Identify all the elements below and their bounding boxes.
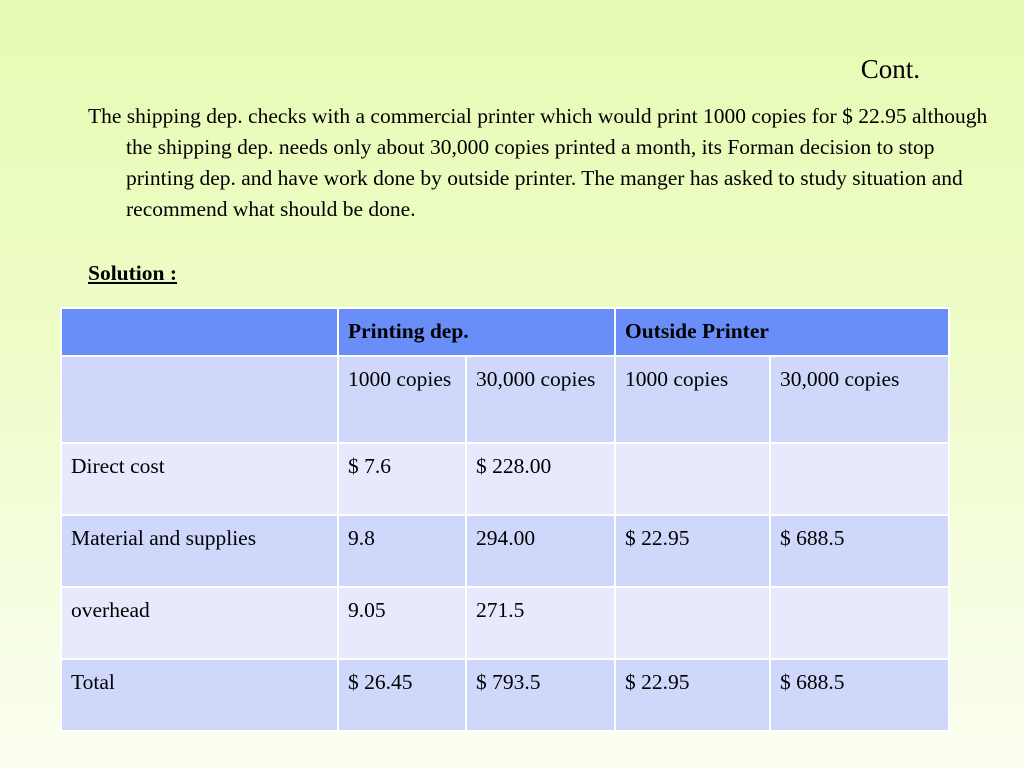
table-cell: 294.00: [466, 515, 615, 587]
subheader-printing-30000: 30,000 copies: [466, 356, 615, 443]
slide-title: Cont.: [860, 54, 920, 84]
table-cell: [770, 587, 949, 659]
table-cell: [615, 587, 770, 659]
subheader-printing-1000: 1000 copies: [338, 356, 466, 443]
row-label: Material and supplies: [61, 515, 338, 587]
row-label: Total: [61, 659, 338, 731]
subheader-blank-cell: [61, 356, 338, 443]
table-header-row: [61, 308, 949, 356]
table-subheader-row: [61, 356, 949, 443]
table-cell: 9.05: [338, 587, 466, 659]
table-row: [61, 659, 949, 731]
table-row: [61, 515, 949, 587]
table-row: [61, 443, 949, 515]
table-cell: $ 793.5: [466, 659, 615, 731]
table-row: [61, 587, 949, 659]
table-cell: $ 688.5: [770, 515, 949, 587]
row-label: Direct cost: [61, 443, 338, 515]
table-cell: $ 7.6: [338, 443, 466, 515]
table-cell: $ 688.5: [770, 659, 949, 731]
solution-label: Solution :: [88, 261, 178, 285]
header-blank-cell: [61, 308, 338, 356]
table-cell: 271.5: [466, 587, 615, 659]
problem-paragraph: The shipping dep. checks with a commercial printer which would print 1000 copies for $ 22.95 although the shipping dep. needs only about 30,000 copies printed a month, its Forman decision to stop printing dep. and have work done by outside printer. The manger has asked to study situation and recommend what should be done.: [88, 104, 988, 221]
header-outside-printer: Outside Printer: [615, 308, 949, 356]
subheader-outside-1000: 1000 copies: [615, 356, 770, 443]
table-cell: [615, 443, 770, 515]
subheader-outside-30000: 30,000 copies: [770, 356, 949, 443]
table-cell: [770, 443, 949, 515]
header-printing-dep: Printing dep.: [338, 308, 615, 356]
table-cell: $ 26.45: [338, 659, 466, 731]
table-cell: $ 22.95: [615, 659, 770, 731]
table-cell: $ 228.00: [466, 443, 615, 515]
table-cell: 9.8: [338, 515, 466, 587]
cost-comparison-table: [60, 307, 950, 732]
row-label: overhead: [61, 587, 338, 659]
table-cell: $ 22.95: [615, 515, 770, 587]
